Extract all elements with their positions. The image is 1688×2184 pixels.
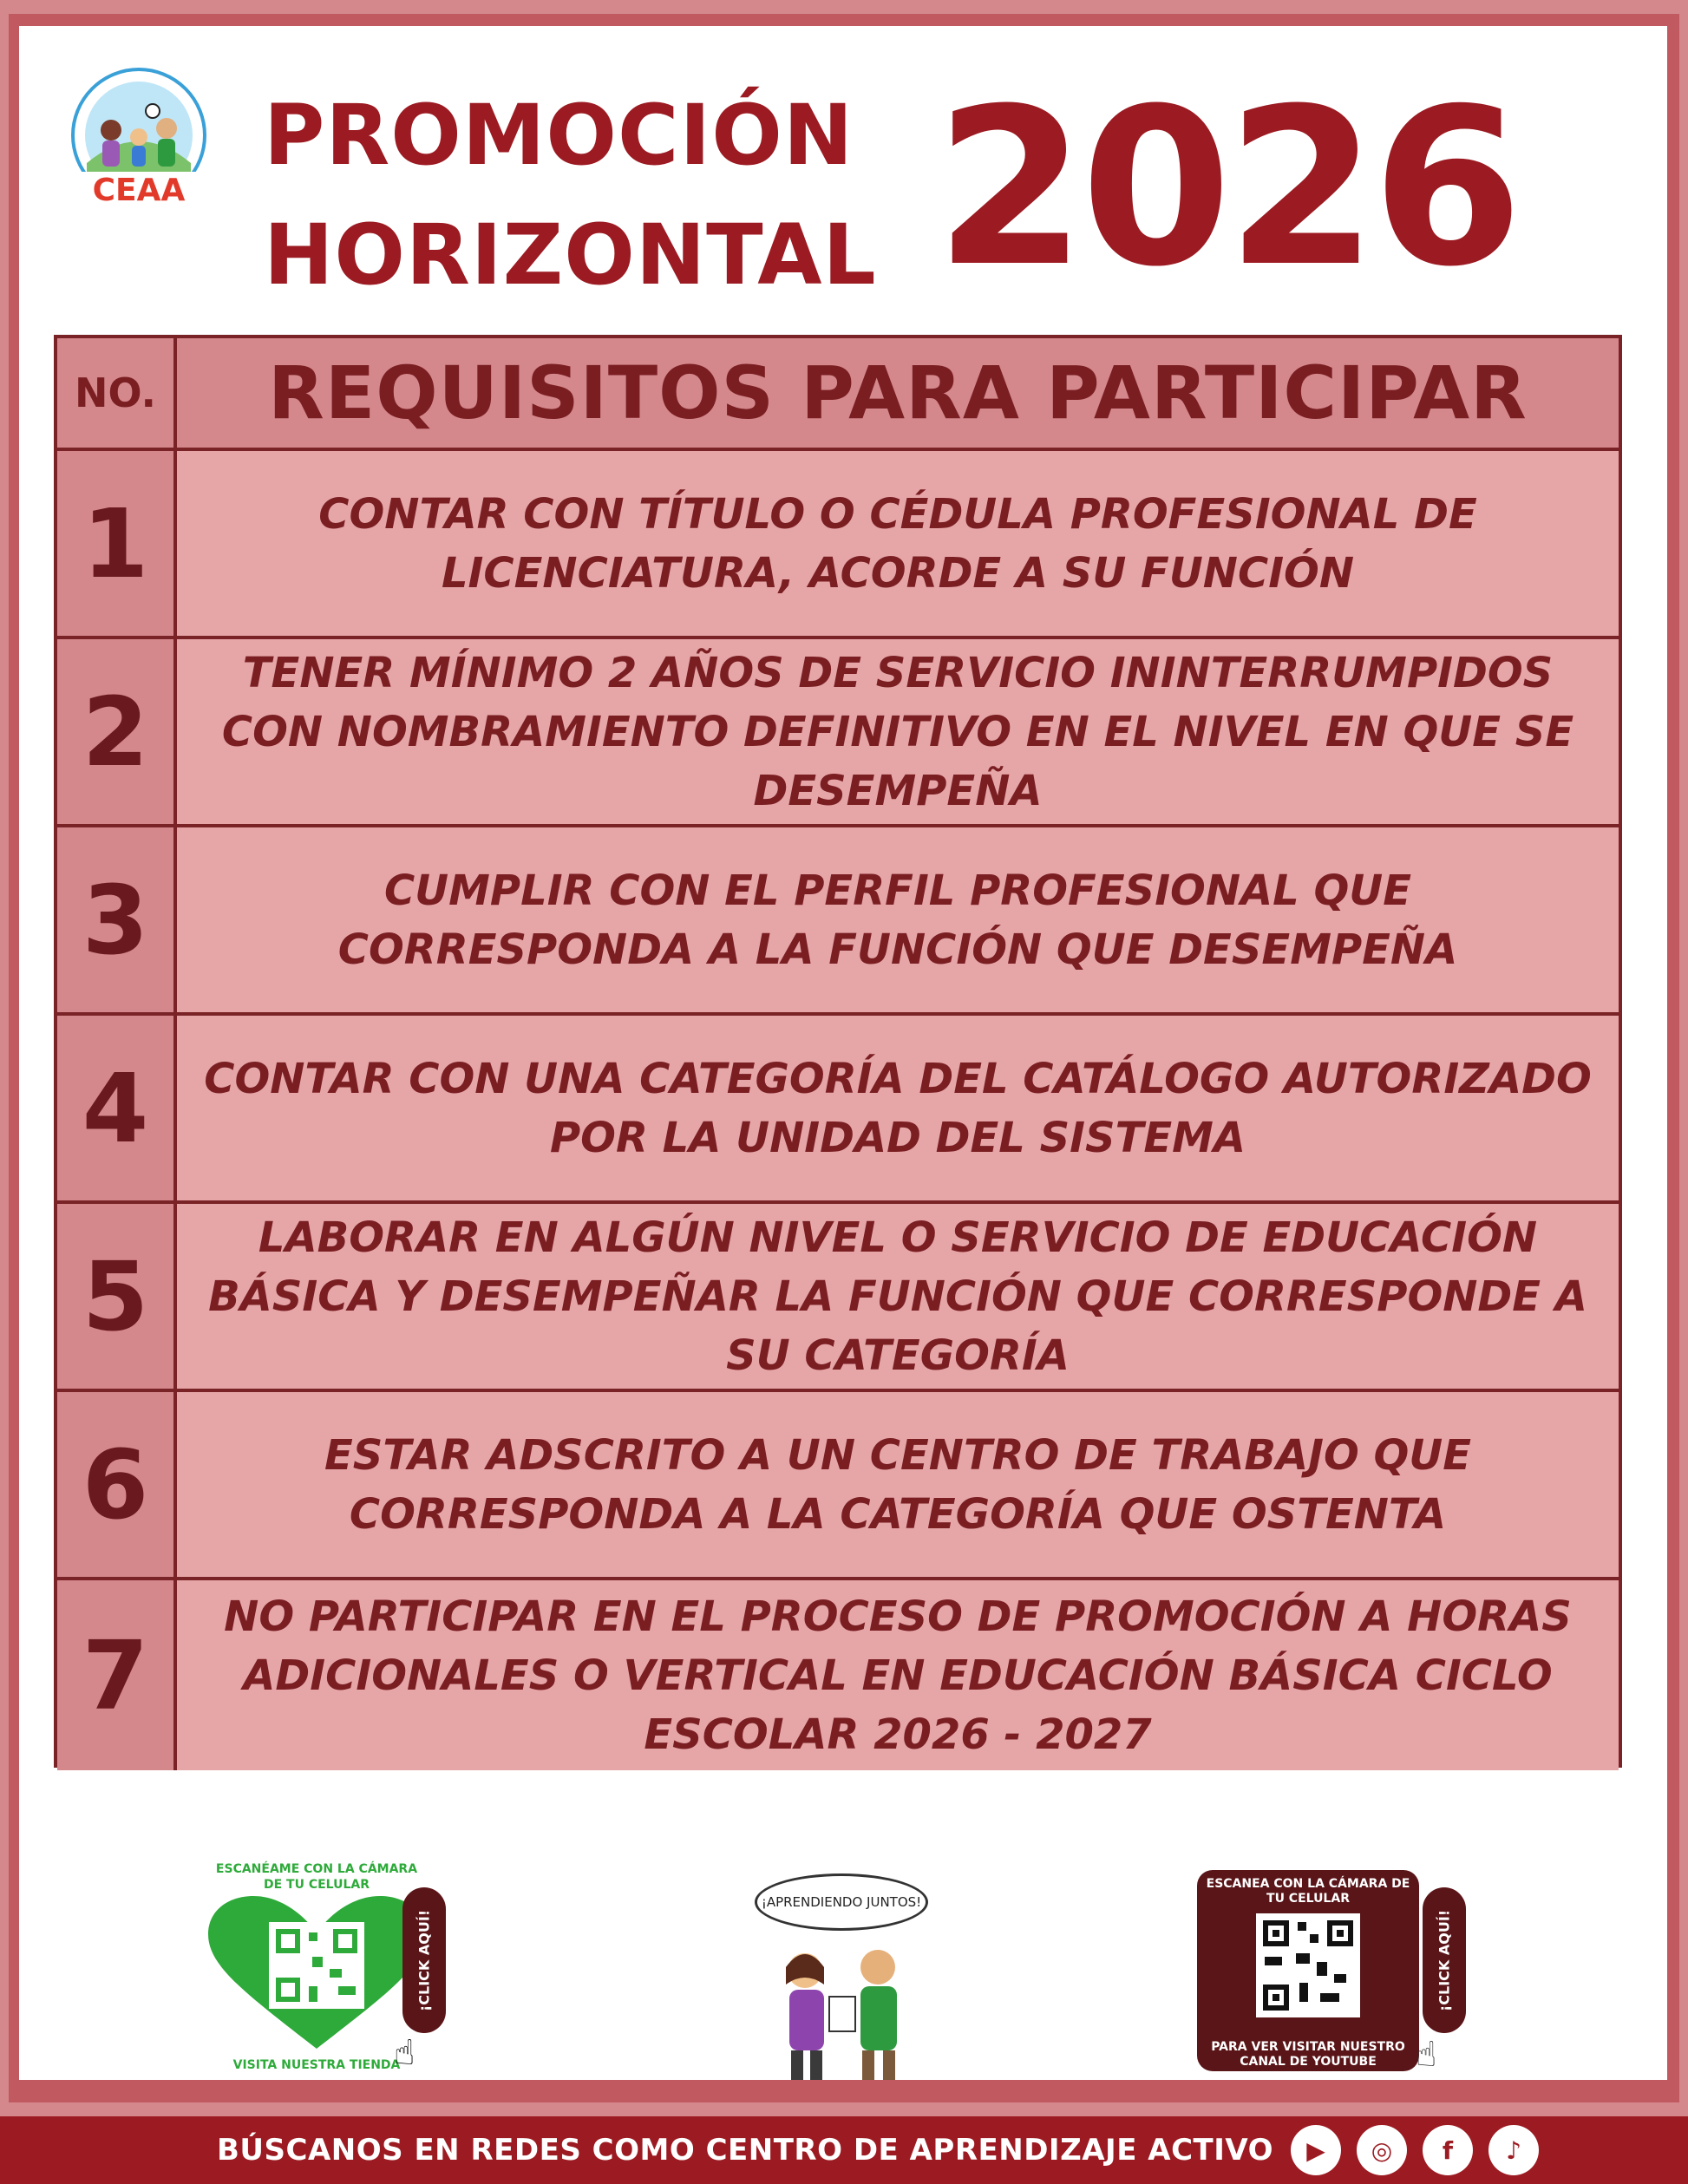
row-requirement-text: CONTAR CON UNA CATEGORÍA DEL CATÁLOGO AUTORIZADO POR LA UNIDAD DEL SISTEMA [177, 1016, 1619, 1200]
table-row [57, 451, 1619, 639]
logo-text: CEAA [92, 173, 186, 208]
bottom-bar-text: BÚSCANOS EN REDES COMO CENTRO DE APRENDIZAJE ACTIVO [217, 2133, 1273, 2168]
title-line-2: HORIZONTAL [264, 206, 877, 304]
header-title: REQUISITOS PARA PARTICIPAR [268, 350, 1528, 435]
youtube-qr-caption-top: ESCANEA CON LA CÁMARA DE TU CELULAR [1206, 1877, 1410, 1906]
title-line-1: PROMOCIÓN [264, 87, 854, 184]
instagram-icon[interactable]: ◎ [1357, 2125, 1407, 2175]
store-qr-caption-bottom: VISITA NUESTRA TIENDA [232, 2058, 401, 2072]
row-requirement-text: CONTAR CON TÍTULO O CÉDULA PROFESIONAL DE LICENCIATURA, ACORDE A SU FUNCIÓN [177, 451, 1619, 636]
row-requirement-text: LABORAR EN ALGÚN NIVEL O SERVICIO DE EDUCACIÓN BÁSICA Y DESEMPEÑAR LA FUNCIÓN QUE CORRESPONDE A SU CATEGORÍA [177, 1204, 1619, 1389]
table-row [57, 1580, 1619, 1770]
table-row [57, 1204, 1619, 1392]
youtube-click-button[interactable]: ¡CLICK AQUÍ! [1423, 1887, 1466, 2033]
year: 2026 [935, 62, 1518, 314]
table-row [57, 1392, 1619, 1580]
teachers-illustration [755, 1936, 928, 2082]
store-click-button[interactable]: ¡CLICK AQUÍ! [402, 1887, 446, 2033]
youtube-qr-icon[interactable] [1256, 1913, 1360, 2017]
row-number: 6 [57, 1392, 177, 1577]
row-number: 3 [57, 827, 177, 1012]
youtube-qr-block[interactable] [1197, 1870, 1466, 2082]
tiktok-icon[interactable]: ♪ [1488, 2125, 1539, 2175]
youtube-qr-caption-bottom: PARA VER VISITAR NUESTRO CANAL DE YOUTUBE [1211, 2040, 1405, 2069]
heart-qr-icon[interactable] [208, 1896, 425, 2052]
mascots-illustration [746, 1873, 937, 2082]
row-requirement-text: TENER MÍNIMO 2 AÑOS DE SERVICIO ININTERRUMPIDOS CON NOMBRAMIENTO DEFINITIVO EN EL NIVEL EN QUE SE DESEMPEÑA [177, 639, 1619, 824]
row-number: 1 [57, 451, 177, 636]
row-number: 5 [57, 1204, 177, 1389]
youtube-icon[interactable]: ▶ [1291, 2125, 1341, 2175]
hand-pointer-icon: ☝ [394, 2033, 415, 2073]
table-row [57, 827, 1619, 1016]
table-header [57, 338, 1619, 451]
bottom-bar [0, 2116, 1688, 2184]
row-number: 2 [57, 639, 177, 824]
hand-pointer-icon-2: ☝ [1416, 2035, 1437, 2075]
row-requirement-text: ESTAR ADSCRITO A UN CENTRO DE TRABAJO QUE CORRESPONDA A LA CATEGORÍA QUE OSTENTA [177, 1392, 1619, 1577]
requirements-table [54, 335, 1622, 1768]
ceaa-logo [61, 68, 217, 215]
row-requirement-text: NO PARTICIPAR EN EL PROCESO DE PROMOCIÓN A HORAS ADICIONALES O VERTICAL EN EDUCACIÓN BÁSICA CICLO ESCOLAR 2026 - 2027 [177, 1580, 1619, 1770]
table-row [57, 639, 1619, 827]
header-no: NO. [57, 338, 177, 448]
social-icons [1291, 2125, 1539, 2175]
row-requirement-text: CUMPLIR CON EL PERFIL PROFESIONAL QUE CORRESPONDA A LA FUNCIÓN QUE DESEMPEÑA [177, 827, 1619, 1012]
row-number: 7 [57, 1580, 177, 1770]
store-qr-caption-top: ESCANÉAME CON LA CÁMARA DE TU CELULAR [215, 1862, 418, 1892]
table-row [57, 1016, 1619, 1204]
store-qr-block[interactable] [208, 1861, 468, 2078]
speech-bubble: ¡APRENDIENDO JUNTOS! [755, 1873, 928, 1931]
facebook-icon[interactable]: f [1423, 2125, 1473, 2175]
row-number: 4 [57, 1016, 177, 1200]
